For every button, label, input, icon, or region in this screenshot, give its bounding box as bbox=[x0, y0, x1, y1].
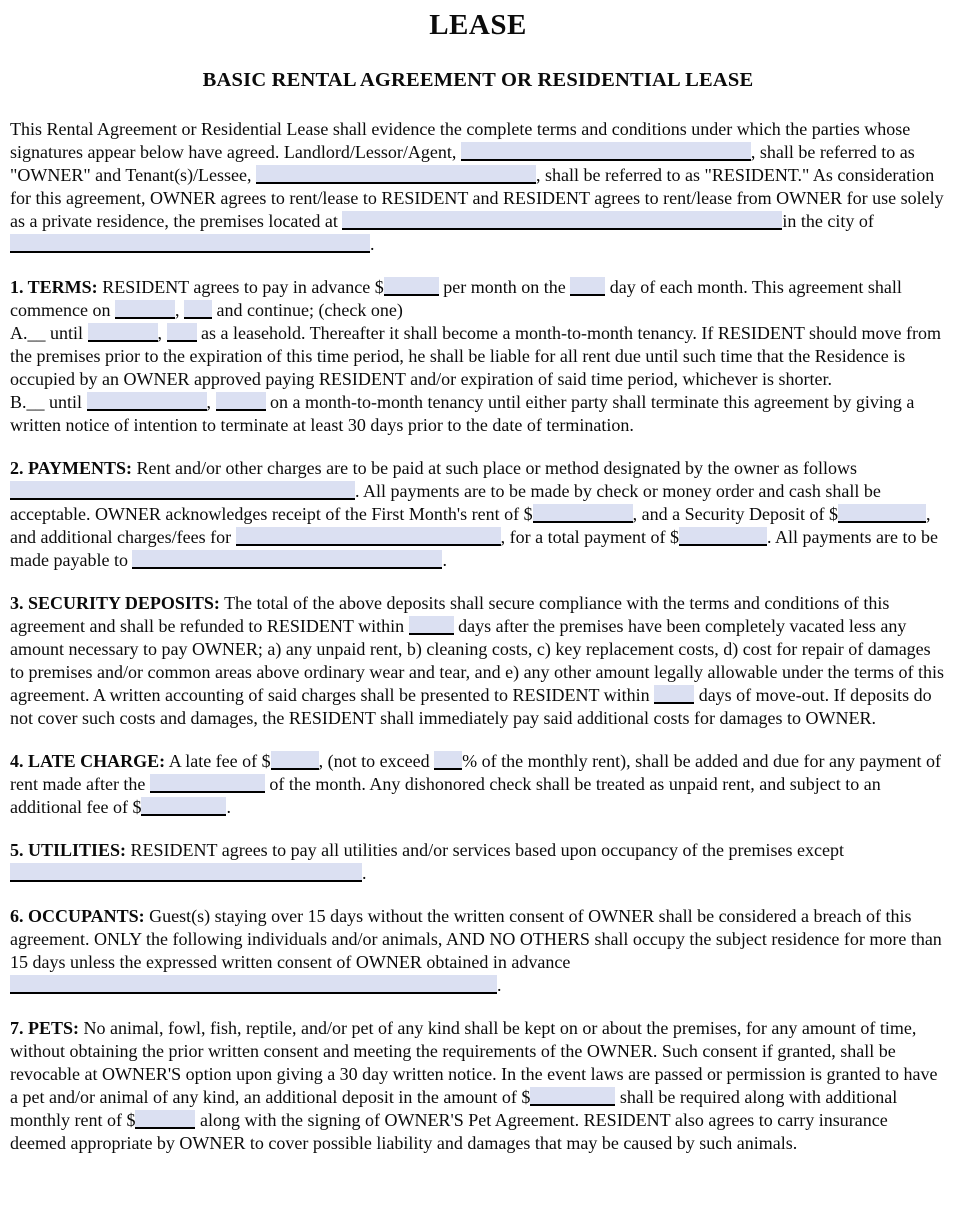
section-pets bbox=[10, 1017, 946, 1155]
text-run: . bbox=[362, 863, 367, 883]
text-run: . bbox=[442, 550, 447, 570]
section-terms-label: 1. TERMS: bbox=[10, 277, 98, 297]
text-run: No animal, fowl, fish, reptile, and/or pet of any kind shall be kept on or about the premises, for any amount of time, without obtaining the prior written consent and meeting the requirements of the OWNER. Such consent if granted, shall be revocable at OWNER'S option upon giving a 30 day written notice. In the event laws are passed or permission is granted to have a pet and/or animal of any kind, an additional deposit in the amount of bbox=[10, 1018, 938, 1107]
section-pets-label: 7. PETS: bbox=[10, 1018, 80, 1038]
payments-paragraph bbox=[10, 457, 946, 572]
terms-option-b-paragraph bbox=[10, 391, 946, 437]
section-security-deposits bbox=[10, 592, 946, 730]
lease-a-until-date-field[interactable] bbox=[88, 323, 158, 342]
text-run: , bbox=[157, 323, 163, 343]
text-run: RESIDENT agrees to pay in advance bbox=[97, 277, 375, 297]
text-run: , bbox=[174, 300, 180, 320]
utilities-paragraph bbox=[10, 839, 946, 885]
pet-deposit-field[interactable] bbox=[530, 1087, 615, 1106]
document-title: LEASE bbox=[429, 9, 527, 41]
text-run: , and additional charges/fees for bbox=[10, 504, 931, 547]
section-occupants-label: 6. OCCUPANTS: bbox=[10, 906, 145, 926]
text-run: , and a Security Deposit of bbox=[632, 504, 830, 524]
dollar-sign: $ bbox=[126, 1110, 136, 1130]
pet-monthly-rent-field[interactable] bbox=[135, 1110, 195, 1129]
section-late-label: 4. LATE CHARGE: bbox=[10, 751, 166, 771]
late-percent-field[interactable] bbox=[434, 751, 462, 770]
terms-paragraph bbox=[10, 276, 946, 322]
text-run: . bbox=[497, 975, 502, 995]
total-payment-field[interactable] bbox=[679, 527, 767, 546]
late-after-day-field[interactable] bbox=[150, 774, 265, 793]
dollar-sign: $ bbox=[829, 504, 839, 524]
text-run: % of the monthly rent), shall be added and due for any payment of rent made after the bbox=[10, 751, 941, 794]
dollar-sign: $ bbox=[374, 277, 384, 297]
lease-a-until-year-field[interactable] bbox=[167, 323, 197, 342]
payable-to-field[interactable] bbox=[132, 550, 442, 569]
landlord-lessor-agent-field[interactable] bbox=[461, 142, 751, 161]
dollar-sign: $ bbox=[521, 1087, 531, 1107]
dollar-sign: $ bbox=[523, 504, 533, 524]
section-terms bbox=[10, 276, 946, 437]
section-late-charge bbox=[10, 750, 946, 819]
tenant-lessee-field[interactable] bbox=[256, 165, 536, 184]
text-run: on a month-to-month tenancy until either party shall terminate this agreement by giving a written notice of intention to terminate at least 30 days prior to the date of termination. bbox=[10, 392, 915, 435]
text-run: The total of the above deposits shall secure compliance with the terms and conditions of this agreement and shall be refunded to RESIDENT within bbox=[10, 593, 890, 636]
text-run: along with the signing of OWNER'S Pet Agreement. RESIDENT also agrees to carry insurance deemed appropriate by OWNER to cover possible liability and damages that may be caused by such animals. bbox=[10, 1110, 888, 1153]
section-utilities-label: 5. UTILITIES: bbox=[10, 840, 127, 860]
text-run: A.__ until bbox=[10, 323, 88, 343]
text-run: Rent and/or other charges are to be paid at such place or method designated by the owner as follows bbox=[132, 458, 857, 478]
text-run: . All payments are to be made payable to bbox=[10, 527, 939, 570]
text-run: , shall be referred to as "RESIDENT." As consideration for this agreement, OWNER agrees to rent/lease to RESIDENT and RESIDENT agrees to rent/lease from OWNER for use solely as a private residence, the premises located at bbox=[10, 165, 944, 231]
text-run: of the month. Any dishonored check shall be treated as unpaid rent, and subject to an additional fee of bbox=[10, 774, 881, 817]
pets-paragraph bbox=[10, 1017, 946, 1155]
text-run: B.__ until bbox=[10, 392, 87, 412]
accounting-days-field[interactable] bbox=[654, 685, 694, 704]
dollar-sign: $ bbox=[132, 797, 142, 817]
security-deposit-field[interactable] bbox=[838, 504, 926, 523]
dollar-sign: $ bbox=[670, 527, 680, 547]
section-security-label: 3. SECURITY DEPOSITS: bbox=[10, 593, 220, 613]
text-run: A late fee of bbox=[165, 751, 262, 771]
section-payments-label: 2. PAYMENTS: bbox=[10, 458, 133, 478]
text-run: . bbox=[226, 797, 231, 817]
commencement-date-field[interactable] bbox=[115, 300, 175, 319]
premises-address-field[interactable] bbox=[342, 211, 782, 230]
text-run: day of each month. This agreement shall commence on bbox=[10, 277, 902, 320]
text-run: shall be required along with additional monthly rent of bbox=[10, 1087, 898, 1130]
utilities-exceptions-field[interactable] bbox=[10, 863, 362, 882]
document-subtitle: BASIC RENTAL AGREEMENT OR RESIDENTIAL LEASE bbox=[202, 69, 754, 91]
rent-due-day-field[interactable] bbox=[570, 277, 605, 296]
text-run: Guest(s) staying over 15 days without the written consent of OWNER shall be considered a breach of this agreement. ONLY the following individuals and/or animals, AND NO OTHERS shall occupy the subject residence for more than 15 days unless the expressed written consent of OWNER obtained in advance bbox=[10, 906, 942, 972]
terms-option-a-paragraph bbox=[10, 322, 946, 391]
text-run: and continue; (check one) bbox=[211, 300, 403, 320]
text-run: , for a total payment of bbox=[500, 527, 671, 547]
late-fee-field[interactable] bbox=[271, 751, 319, 770]
text-run: This Rental Agreement or Residential Lease shall evidence the complete terms and conditions under which the parties whose signatures appear below have agreed. Landlord/Lessor/Agent, bbox=[10, 119, 911, 162]
intro-paragraph bbox=[10, 118, 946, 256]
occupants-list-field[interactable] bbox=[10, 975, 497, 994]
city-field[interactable] bbox=[10, 234, 370, 253]
section-occupants bbox=[10, 905, 946, 997]
lease-b-until-date-field[interactable] bbox=[87, 392, 207, 411]
section-payments bbox=[10, 457, 946, 572]
text-run: . All payments are to be made by check or money order and cash shall be acceptable. OWNER acknowledges receipt of the First Month's rent of bbox=[10, 481, 881, 524]
text-run: RESIDENT agrees to pay all utilities and/or services based upon occupancy of the premises except bbox=[126, 840, 844, 860]
dishonored-check-fee-field[interactable] bbox=[141, 797, 226, 816]
lease-b-until-year-field[interactable] bbox=[216, 392, 266, 411]
text-run: days after the premises have been completely vacated less any amount necessary to pay OWNER; a) any unpaid rent, b) cleaning costs, c) key replacement costs, d) cost for repair of damages to premises and/or common areas above ordinary wear and tear, and e) any other amount legally allowable under the terms of this agreement. A written accounting of said charges shall be presented to RESIDENT within bbox=[10, 616, 944, 705]
text-run: days of move-out. If deposits do not cover such costs and damages, the RESIDENT shall immediately pay said additional costs for damages to OWNER. bbox=[10, 685, 932, 728]
text-run: , bbox=[206, 392, 212, 412]
text-run: , shall be referred to as "OWNER" and Tenant(s)/Lessee, bbox=[10, 142, 915, 185]
section-utilities bbox=[10, 839, 946, 885]
deposit-refund-days-field[interactable] bbox=[409, 616, 454, 635]
text-run: as a leasehold. Thereafter it shall become a month-to-month tenancy. If RESIDENT should move from the premises prior to the expiration of this time period, he shall be liable for all rent due until such time that the Residence is occupied by an OWNER approved paying RESIDENT and/or expiration of said time period, whichever is shorter. bbox=[10, 323, 941, 389]
commencement-year-field[interactable] bbox=[184, 300, 212, 319]
additional-charges-field[interactable] bbox=[236, 527, 501, 546]
late-charge-paragraph bbox=[10, 750, 946, 819]
occupants-paragraph bbox=[10, 905, 946, 997]
text-run: per month on the bbox=[438, 277, 571, 297]
text-run: . bbox=[370, 234, 375, 254]
security-deposits-paragraph bbox=[10, 592, 946, 730]
text-run: in the city of bbox=[782, 211, 874, 231]
first-month-rent-field[interactable] bbox=[533, 504, 633, 523]
dollar-sign: $ bbox=[261, 751, 271, 771]
payment-place-method-field[interactable] bbox=[10, 481, 355, 500]
rent-amount-field[interactable] bbox=[384, 277, 439, 296]
text-run: , (not to exceed bbox=[318, 751, 435, 771]
